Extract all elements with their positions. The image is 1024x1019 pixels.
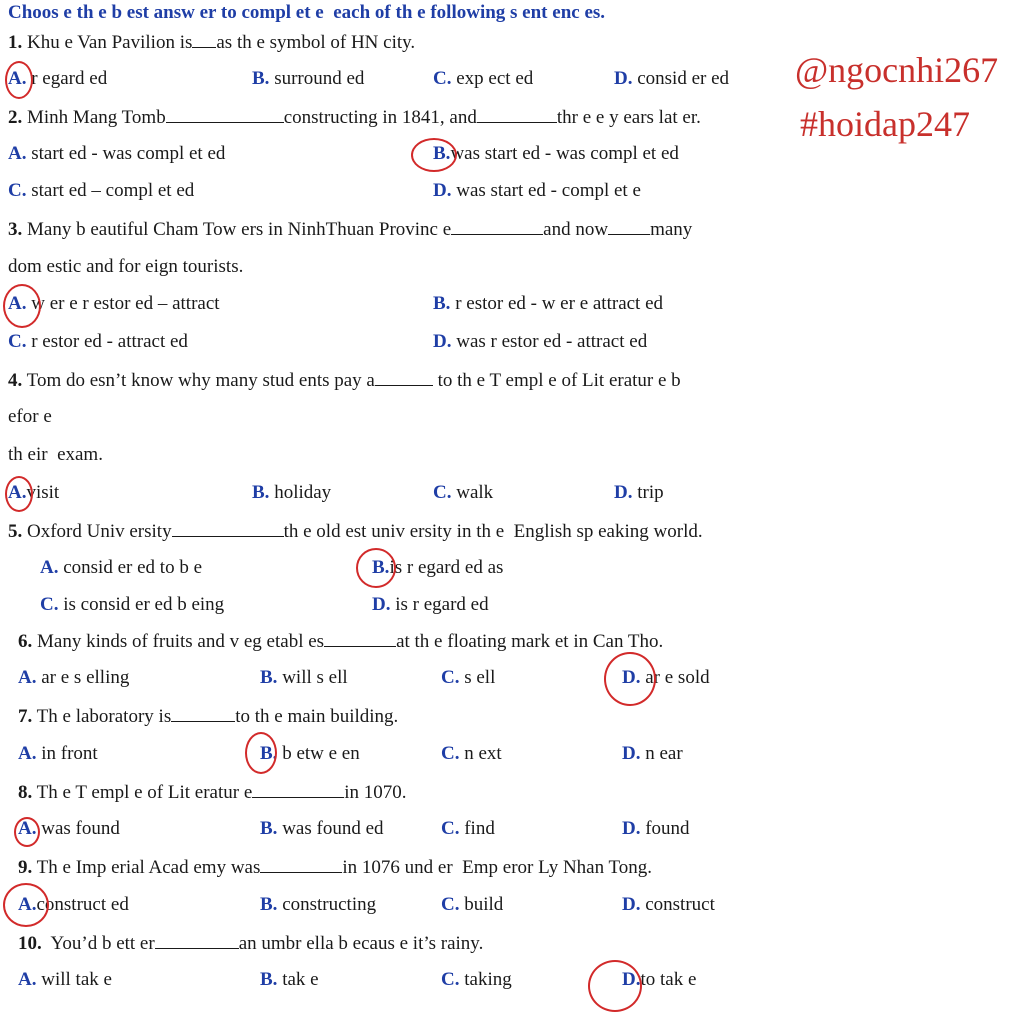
q2-option-b[interactable]: B.was start ed - was compl et ed <box>433 143 679 164</box>
watermark-username: @ngocnhi267 <box>795 50 999 90</box>
q6-option-d[interactable]: D. ar e sold <box>622 667 710 688</box>
q4-option-c[interactable]: C. walk <box>433 482 494 503</box>
q5-option-a[interactable]: A. consid er ed to b e <box>40 557 202 578</box>
question-8: 8. Th e T empl e of Lit eratur e in 1070. <box>18 782 407 803</box>
question-1: 1. Khu e Van Pavilion is as th e symbol of HN city. <box>8 32 416 53</box>
q1-answer-circle <box>5 61 33 99</box>
q2-answer-circle <box>411 138 457 172</box>
q5-option-d[interactable]: D. is r egard ed <box>372 594 489 615</box>
question-7: 7. Th e laboratory is to th e main building. <box>18 706 399 727</box>
q10-option-a[interactable]: A. will tak e <box>18 969 112 990</box>
q4-option-b[interactable]: B. holiday <box>252 482 332 503</box>
q10-option-b[interactable]: B. tak e <box>260 969 319 990</box>
q6-option-a[interactable]: A. ar e s elling <box>18 667 130 688</box>
q7-option-d[interactable]: D. n ear <box>622 743 683 764</box>
q10-option-d[interactable]: D.to tak e <box>622 969 697 990</box>
question-3: 3. Many b eautiful Cham Tow ers in NinhThuan Provinc e and now many <box>8 219 693 240</box>
q6-answer-circle <box>604 652 656 706</box>
watermark-hashtag: #hoidap247 <box>800 104 970 144</box>
q1-option-a[interactable]: A. r egard ed <box>8 68 108 89</box>
q8-option-c[interactable]: C. find <box>441 818 495 839</box>
q3-option-c[interactable]: C. r estor ed - attract ed <box>8 331 188 352</box>
q9-option-b[interactable]: B. constructing <box>260 894 377 915</box>
q3-option-a[interactable]: A. w er e r estor ed – attract <box>8 293 220 314</box>
q9-answer-circle <box>3 883 49 927</box>
q7-option-c[interactable]: C. n ext <box>441 743 502 764</box>
q7-answer-circle <box>245 732 277 774</box>
question-3-continued: dom estic and for eign tourists. <box>8 256 244 277</box>
q1-option-c[interactable]: C. exp ect ed <box>433 68 534 89</box>
q3-answer-circle <box>3 284 41 328</box>
q8-answer-circle <box>14 817 40 847</box>
q5-option-b[interactable]: B.is r egard ed as <box>372 557 504 578</box>
q9-option-a[interactable]: A.construct ed <box>18 894 129 915</box>
q10-option-c[interactable]: C. taking <box>441 969 512 990</box>
q3-option-d[interactable]: D. was r estor ed - attract ed <box>433 331 648 352</box>
q4-option-d[interactable]: D. trip <box>614 482 664 503</box>
q8-option-a[interactable]: A. was found <box>18 818 120 839</box>
q3-option-b[interactable]: B. r estor ed - w er e attract ed <box>433 293 664 314</box>
question-9: 9. Th e Imp erial Acad emy was in 1076 und er Emp eror Ly Nhan Tong. <box>18 857 653 878</box>
question-4-continued-2: th eir exam. <box>8 444 103 465</box>
q1-option-d[interactable]: D. consid er ed <box>614 68 730 89</box>
q8-option-d[interactable]: D. found <box>622 818 690 839</box>
q7-option-a[interactable]: A. in front <box>18 743 98 764</box>
q2-option-d[interactable]: D. was start ed - compl et e <box>433 180 641 201</box>
q8-option-b[interactable]: B. was found ed <box>260 818 384 839</box>
question-2: 2. Minh Mang Tomb constructing in 1841, and thr e e y ears lat er. <box>8 107 701 128</box>
q10-answer-circle <box>588 960 642 1012</box>
q5-option-c[interactable]: C. is consid er ed b eing <box>40 594 225 615</box>
question-4: 4. Tom do esn’t know why many stud ents pay a to th e T empl e of Lit eratur e b <box>8 370 681 391</box>
q2-option-c[interactable]: C. start ed – compl et ed <box>8 180 195 201</box>
q7-option-b[interactable]: B. b etw e en <box>260 743 360 764</box>
instruction-heading: Choos e th e b est answ er to compl et e each of th e following s ent enc es. <box>8 2 606 23</box>
question-5: 5. Oxford Univ ersity th e old est univ ersity in th e English sp eaking world. <box>8 521 703 542</box>
q6-option-c[interactable]: C. s ell <box>441 667 496 688</box>
q5-answer-circle <box>356 548 396 588</box>
question-4-continued: efor e <box>8 406 52 427</box>
question-6: 6. Many kinds of fruits and v eg etabl es at th e floating mark et in Can Tho. <box>18 631 664 652</box>
q9-option-c[interactable]: C. build <box>441 894 504 915</box>
q1-option-b[interactable]: B. surround ed <box>252 68 365 89</box>
q2-option-a[interactable]: A. start ed - was compl et ed <box>8 143 226 164</box>
q4-answer-circle <box>5 476 33 512</box>
q6-option-b[interactable]: B. will s ell <box>260 667 348 688</box>
q9-option-d[interactable]: D. construct <box>622 894 715 915</box>
question-10: 10. You’d b ett er an umbr ella b ecaus e it’s rainy. <box>18 933 484 954</box>
q4-option-a[interactable]: A.visit <box>8 482 60 503</box>
